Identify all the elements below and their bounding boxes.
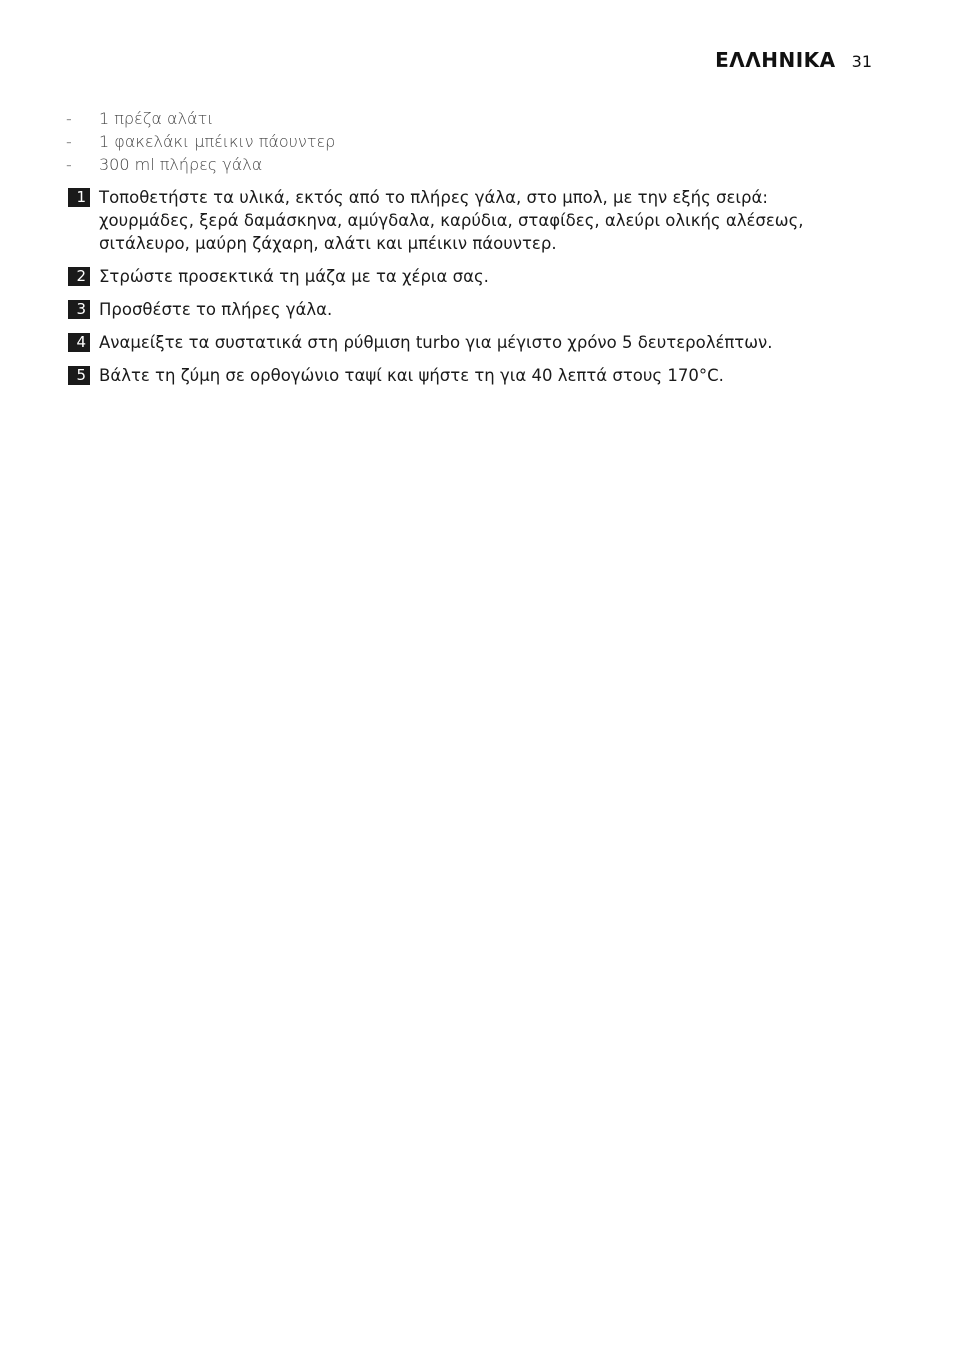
step-text: Αναμείξτε τα συστατικά στη ρύθμιση turbo για μέγιστο χρόνο 5 δευτερολέπτων. (99, 333, 773, 352)
list-dash: - (66, 155, 72, 174)
ingredient-text: 1 φακελάκι μπέικιν πάουντερ (99, 132, 336, 151)
step-number-badge: 1 (68, 188, 90, 207)
ingredient-item (66, 153, 335, 176)
ingredient-text: 300 ml πλήρες γάλα (99, 155, 263, 174)
step-item (68, 298, 868, 321)
step-item (68, 364, 868, 387)
page-header (715, 48, 872, 72)
step-text: Βάλτε τη ζύμη σε ορθογώνιο ταψί και ψήστε τη για 40 λεπτά στους 170°C. (99, 366, 724, 385)
step-item (68, 331, 868, 354)
step-item (68, 186, 868, 255)
step-number-badge: 4 (68, 333, 90, 352)
step-number-badge: 3 (68, 300, 90, 319)
step-number-badge: 2 (68, 267, 90, 286)
ingredient-item (66, 130, 335, 153)
ingredient-item (66, 107, 335, 130)
step-text: Τοποθετήστε τα υλικά, εκτός από το πλήρες γάλα, στο μπολ, με την εξής σειρά: χουρμάδες, ξερά δαμάσκηνα, αμύγδαλα, καρύδια, σταφίδες, αλεύρι ολικής αλέσεως, σιτάλευρο, μαύρη ζάχαρη, αλάτι και μπέικιν πάουντερ. (99, 188, 804, 253)
list-dash: - (66, 109, 72, 128)
step-text: Προσθέστε το πλήρες γάλα. (99, 300, 333, 319)
ingredient-list (66, 107, 335, 176)
page-number: 31 (851, 52, 872, 71)
step-item (68, 265, 868, 288)
language-heading: ΕΛΛΗΝΙΚΑ (715, 48, 836, 72)
step-number-badge: 5 (68, 366, 90, 385)
step-text: Στρώστε προσεκτικά τη μάζα με τα χέρια σας. (99, 267, 489, 286)
list-dash: - (66, 132, 72, 151)
step-list (68, 186, 868, 397)
ingredient-text: 1 πρέζα αλάτι (99, 109, 214, 128)
